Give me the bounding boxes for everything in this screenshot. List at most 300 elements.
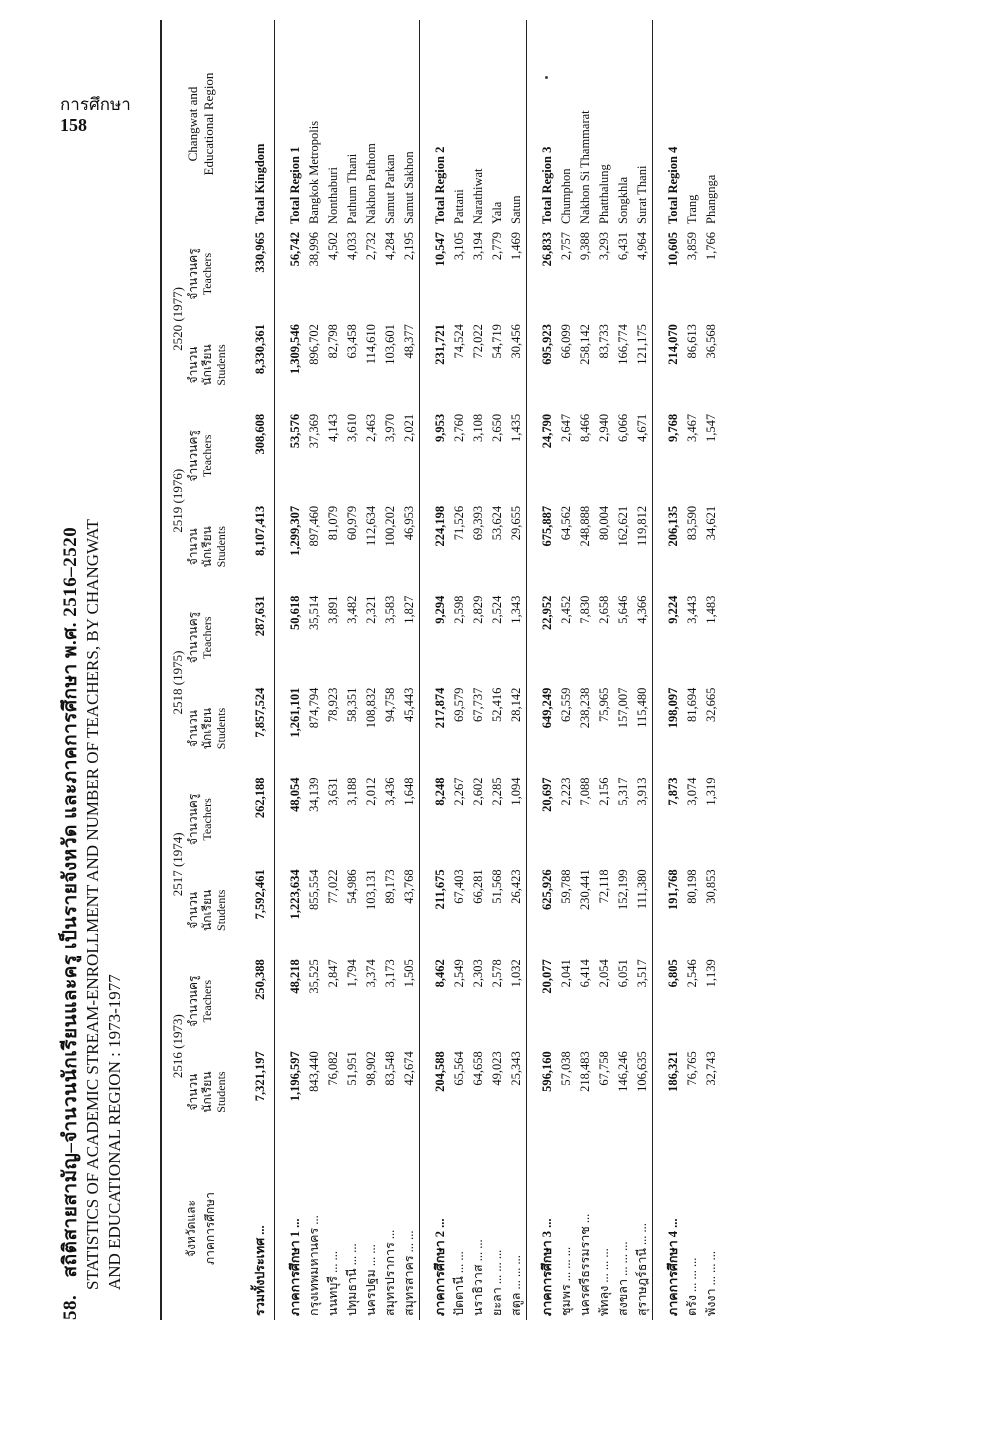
teachers-cell: 3,970 <box>383 413 397 442</box>
students-cell: 81,079 <box>326 505 340 541</box>
teachers-cell: 2,054 <box>597 959 611 988</box>
year-2519: 2519 (1976) <box>170 468 185 533</box>
teachers-cell: 2,647 <box>559 413 573 442</box>
thai-name-cell: นราธิวาส ... ... <box>471 1239 485 1316</box>
students-cell: 67,737 <box>471 687 485 722</box>
students-cell: 66,281 <box>471 869 485 904</box>
teachers-cell: 250,388 <box>252 959 267 1000</box>
table-title <box>60 20 126 1320</box>
rotated-table-page <box>60 20 940 1320</box>
thai-name-cell: สมุทรสาคร ... ... <box>402 1230 416 1316</box>
teachers-cell: 9,224 <box>665 595 680 624</box>
students-cell: 66,099 <box>559 324 573 359</box>
teachers-cell: 308,608 <box>252 413 267 455</box>
teachers-cell: 2,757 <box>559 232 573 261</box>
students-cell: 69,393 <box>471 505 485 541</box>
english-name-cell: Total Region 4 <box>665 146 680 224</box>
top-rule <box>160 20 162 1320</box>
teachers-cell: 2,303 <box>471 959 485 988</box>
section-label: การศึกษา <box>60 95 131 114</box>
teachers-cell: 3,482 <box>345 595 359 624</box>
teachers-cell: 262,188 <box>252 777 267 819</box>
english-name-cell: Samut Sakhon <box>402 151 416 224</box>
english-column-head: Changwat and Educational Region <box>185 72 216 176</box>
english-name-cell: Chumphon <box>559 168 573 224</box>
students-cell: 191,768 <box>665 869 680 911</box>
students-cell: 30,456 <box>509 324 523 359</box>
students-cell: 1,299,307 <box>287 505 302 556</box>
teachers-cell: 3,436 <box>383 777 397 806</box>
teachers-cell: 287,631 <box>252 595 267 637</box>
students-cell: 114,610 <box>364 324 378 365</box>
students-head: จำนวน นักเรียน Students <box>186 707 228 750</box>
teachers-cell: 34,139 <box>307 777 321 812</box>
teachers-cell: 1,094 <box>509 777 523 806</box>
students-cell: 59,788 <box>559 869 573 904</box>
students-head: จำนวน นักเรียน Students <box>186 526 228 568</box>
students-cell: 695,923 <box>539 324 554 365</box>
thai-column-head: จังหวัดและ ภาคการศึกษา <box>184 1192 217 1265</box>
teachers-cell: 2,223 <box>559 777 573 806</box>
table-row <box>595 20 614 1320</box>
students-cell: 8,330,361 <box>252 324 267 375</box>
table-row <box>400 20 420 1320</box>
thai-name-cell: ชุมพร ... ... ... <box>559 1246 573 1316</box>
students-cell: 54,719 <box>490 324 504 359</box>
students-head: จำนวน นักเรียน Students <box>186 344 228 386</box>
students-cell: 1,196,597 <box>287 1051 302 1102</box>
teachers-cell: 2,760 <box>452 413 466 442</box>
teachers-cell: 3,610 <box>345 413 359 442</box>
teachers-cell: 50,618 <box>287 595 302 631</box>
students-cell: 224,198 <box>432 505 447 547</box>
teachers-cell: 3,105 <box>452 232 466 261</box>
english-name-cell: Pattani <box>452 189 466 224</box>
teachers-cell: 4,671 <box>635 413 649 442</box>
teachers-cell: 330,965 <box>252 232 267 273</box>
english-name-cell: Samut Parkan <box>383 154 397 224</box>
students-cell: 83,733 <box>597 324 611 359</box>
english-name-cell: Trang <box>685 194 699 224</box>
students-cell: 26,423 <box>509 869 523 904</box>
students-cell: 596,160 <box>539 1051 554 1092</box>
students-cell: 49,023 <box>490 1051 504 1086</box>
teachers-cell: 2,546 <box>685 959 699 988</box>
teachers-cell: 1,827 <box>402 595 416 624</box>
teachers-cell: 48,218 <box>287 959 302 994</box>
teachers-cell: 6,414 <box>578 959 592 988</box>
table-row <box>469 20 488 1320</box>
teachers-cell: 2,779 <box>490 232 504 261</box>
students-cell: 30,853 <box>704 869 718 904</box>
teachers-cell: 3,074 <box>685 777 699 806</box>
year-2518: 2518 (1975) <box>170 650 185 715</box>
thai-name-cell: รวมทั้งประเทศ ... <box>253 1225 267 1316</box>
students-cell: 32,665 <box>704 687 718 722</box>
english-name-cell: Surat Thani <box>635 165 649 224</box>
students-cell: 7,592,461 <box>252 869 267 920</box>
students-cell: 855,554 <box>307 869 321 911</box>
table-row <box>683 20 702 1320</box>
students-cell: 51,568 <box>490 869 504 904</box>
thai-name-cell: ตรัง ... ... ... <box>685 1257 699 1316</box>
english-name-cell: Satun <box>509 195 523 224</box>
teachers-cell: 2,463 <box>364 413 378 442</box>
students-cell: 72,118 <box>597 869 611 904</box>
year-2516: 2516 (1973) <box>170 1014 185 1079</box>
teachers-cell: 2,940 <box>597 413 611 442</box>
students-cell: 675,887 <box>539 505 554 547</box>
thai-name-cell: ปทุมธานี ... ... <box>345 1243 359 1316</box>
teachers-cell: 8,466 <box>578 413 592 442</box>
teachers-cell: 1,794 <box>345 959 359 988</box>
students-cell: 62,559 <box>559 687 573 722</box>
english-name-cell: Nonthaburi <box>326 167 340 224</box>
students-cell: 146,246 <box>616 1051 630 1092</box>
teachers-head: จำนวนครู Teachers <box>186 248 214 300</box>
students-cell: 1,261,101 <box>287 687 302 738</box>
teachers-cell: 2,598 <box>452 595 466 624</box>
students-cell: 248,888 <box>578 505 592 547</box>
teachers-cell: 3,859 <box>685 232 699 261</box>
year-2520: 2520 (1977) <box>170 286 185 351</box>
students-cell: 119,812 <box>635 505 649 547</box>
region-total-row <box>653 20 683 1320</box>
students-cell: 74,524 <box>452 324 466 359</box>
table-body <box>238 20 721 1320</box>
english-name-cell: Yala <box>490 201 504 224</box>
thai-name-cell: ภาคการศึกษา 4 ... <box>666 1218 680 1316</box>
english-title-1: STATISTICS OF ACADEMIC STREAM-ENROLLMENT AND NUMBER OF TEACHERS, BY CHANGWAT <box>83 519 102 1290</box>
table-row <box>576 20 595 1320</box>
table-row <box>507 20 527 1320</box>
teachers-cell: 26,833 <box>539 232 554 267</box>
students-cell: 86,613 <box>685 324 699 359</box>
teachers-cell: 1,469 <box>509 232 523 261</box>
teachers-cell: 2,267 <box>452 777 466 806</box>
teachers-cell: 3,194 <box>471 232 485 261</box>
thai-name-cell: ภาคการศึกษา 2 ... <box>433 1218 447 1316</box>
teachers-head: จำนวนครู Teachers <box>186 430 214 482</box>
year-header-row <box>164 20 186 1320</box>
teachers-cell: 7,088 <box>578 777 592 806</box>
teachers-cell: 37,369 <box>307 413 321 449</box>
region-total-row <box>420 20 450 1320</box>
teachers-cell: 3,467 <box>685 413 699 442</box>
students-cell: 60,979 <box>345 505 359 541</box>
students-cell: 218,483 <box>578 1051 592 1092</box>
students-cell: 214,070 <box>665 324 680 365</box>
teachers-cell: 5,646 <box>616 595 630 624</box>
english-name-cell: Total Region 2 <box>432 146 447 224</box>
teachers-cell: 3,293 <box>597 232 611 261</box>
students-cell: 238,238 <box>578 687 592 729</box>
teachers-cell: 56,742 <box>287 232 302 267</box>
teachers-cell: 2,650 <box>490 413 504 442</box>
english-name-cell: Total Kingdom <box>252 143 267 224</box>
students-cell: 1,309,546 <box>287 324 302 375</box>
students-cell: 82,798 <box>326 324 340 359</box>
teachers-cell: 8,248 <box>432 777 447 806</box>
table-row <box>305 20 324 1320</box>
teachers-cell: 2,602 <box>471 777 485 806</box>
table-row <box>362 20 381 1320</box>
english-title-2: AND EDUCATIONAL REGION : 1973-1977 <box>105 974 124 1290</box>
students-cell: 8,107,413 <box>252 505 267 556</box>
students-cell: 121,175 <box>635 324 649 365</box>
students-cell: 43,768 <box>402 869 416 904</box>
students-cell: 230,441 <box>578 869 592 911</box>
students-cell: 72,022 <box>471 324 485 359</box>
students-cell: 83,548 <box>383 1051 397 1086</box>
teachers-cell: 9,953 <box>432 413 447 442</box>
english-name-cell: Nakhon Si Thammarat <box>578 110 592 224</box>
table-row <box>450 20 469 1320</box>
teachers-cell: 9,388 <box>578 232 592 261</box>
students-cell: 211,675 <box>432 869 447 910</box>
teachers-cell: 6,431 <box>616 232 630 261</box>
table-row <box>381 20 400 1320</box>
teachers-head: จำนวนครู Teachers <box>186 793 214 846</box>
teachers-cell: 4,033 <box>345 232 359 261</box>
teachers-cell: 3,913 <box>635 777 649 806</box>
students-cell: 649,249 <box>539 687 554 729</box>
english-name-cell: Phatthalung <box>597 164 611 224</box>
teachers-cell: 7,873 <box>665 777 680 806</box>
teachers-cell: 3,517 <box>635 959 649 988</box>
teachers-cell: 2,732 <box>364 232 378 261</box>
teachers-cell: 1,505 <box>402 959 416 988</box>
thai-name-cell: นครศรีธรรมราช ... <box>578 1213 592 1316</box>
teachers-cell: 24,790 <box>539 413 554 449</box>
teachers-cell: 1,343 <box>509 595 523 624</box>
english-name-cell: Phangnga <box>704 174 718 224</box>
teachers-cell: 1,139 <box>704 959 718 988</box>
students-cell: 108,832 <box>364 687 378 729</box>
teachers-cell: 2,012 <box>364 777 378 806</box>
thai-name-cell: สมุทรปราการ ... <box>383 1229 397 1316</box>
students-cell: 34,621 <box>704 505 718 541</box>
students-cell: 63,458 <box>345 324 359 359</box>
teachers-cell: 2,829 <box>471 595 485 624</box>
students-cell: 258,142 <box>578 324 592 365</box>
students-cell: 51,951 <box>345 1051 359 1086</box>
students-cell: 94,758 <box>383 687 397 722</box>
students-cell: 77,022 <box>326 869 340 904</box>
students-cell: 46,953 <box>402 505 416 541</box>
teachers-cell: 2,285 <box>490 777 504 806</box>
teachers-cell: 2,156 <box>597 777 611 806</box>
table-number: 58. <box>60 1294 81 1320</box>
teachers-cell: 10,605 <box>665 232 680 267</box>
students-cell: 7,321,197 <box>252 1051 267 1102</box>
students-cell: 206,135 <box>665 505 680 547</box>
english-name-cell: Songkhla <box>616 176 630 224</box>
students-cell: 103,601 <box>383 324 397 365</box>
teachers-cell: 4,143 <box>326 413 340 442</box>
students-cell: 106,635 <box>635 1051 649 1092</box>
thai-name-cell: ภาคการศึกษา 1 ... <box>288 1218 302 1316</box>
teachers-cell: 1,766 <box>704 232 718 261</box>
students-cell: 89,173 <box>383 869 397 904</box>
students-cell: 103,131 <box>364 869 378 911</box>
teachers-cell: 9,768 <box>665 413 680 442</box>
table-row <box>633 20 653 1320</box>
students-cell: 75,965 <box>597 687 611 722</box>
teachers-cell: 20,077 <box>539 959 554 994</box>
teachers-cell: 1,319 <box>704 777 718 806</box>
page-number: 158 <box>60 115 87 135</box>
teachers-cell: 2,195 <box>402 232 416 261</box>
thai-title: สถิติสายสามัญ–จำนวนนักเรียนและครู เป็นรายจังหวัด และภาคการศึกษา พ.ศ. 2516–2520 <box>60 526 81 1278</box>
students-cell: 115,480 <box>635 687 649 728</box>
students-cell: 76,082 <box>326 1051 340 1086</box>
students-cell: 198,097 <box>665 687 680 729</box>
teachers-cell: 3,173 <box>383 959 397 988</box>
table-row <box>488 20 507 1320</box>
students-cell: 98,902 <box>364 1051 378 1086</box>
students-cell: 80,004 <box>597 505 611 541</box>
teachers-cell: 2,549 <box>452 959 466 988</box>
english-name-cell: Pathum Thani <box>345 153 359 224</box>
teachers-cell: 1,648 <box>402 777 416 806</box>
english-name-cell: Nakhon Pathom <box>364 143 378 224</box>
table-row <box>557 20 576 1320</box>
teachers-cell: 6,051 <box>616 959 630 988</box>
teachers-cell: 6,066 <box>616 413 630 442</box>
thai-name-cell: สุราษฎร์ธานี ... ... <box>635 1223 649 1316</box>
thai-name-cell: นนทบุรี ... ... <box>326 1251 340 1316</box>
teachers-cell: 1,032 <box>509 959 523 988</box>
teachers-cell: 3,108 <box>471 413 485 442</box>
teachers-cell: 35,525 <box>307 959 321 994</box>
thai-name-cell: สงขลา ... ... ... <box>616 1241 630 1316</box>
students-cell: 57,038 <box>559 1051 573 1086</box>
teachers-cell: 2,524 <box>490 595 504 624</box>
students-cell: 162,621 <box>616 505 630 547</box>
students-head: จำนวน นักเรียน Students <box>186 889 228 931</box>
teachers-cell: 3,631 <box>326 777 340 806</box>
students-cell: 65,564 <box>452 1051 466 1086</box>
teachers-cell: 4,366 <box>635 595 649 624</box>
students-cell: 80,198 <box>685 869 699 904</box>
students-cell: 53,624 <box>490 505 504 541</box>
students-cell: 152,199 <box>616 869 630 911</box>
teachers-head: จำนวนครู Teachers <box>186 975 214 1027</box>
students-cell: 78,923 <box>326 687 340 722</box>
teachers-cell: 35,514 <box>307 595 321 631</box>
thai-name-cell: ภาคการศึกษา 3 ... <box>540 1218 554 1316</box>
teachers-cell: 4,502 <box>326 232 340 261</box>
teachers-cell: 4,284 <box>383 232 397 261</box>
students-cell: 897,460 <box>307 505 321 547</box>
students-cell: 111,380 <box>635 869 649 910</box>
teachers-cell: 4,964 <box>635 232 649 261</box>
teachers-cell: 5,317 <box>616 777 630 806</box>
students-cell: 28,142 <box>509 687 523 722</box>
region-total-row <box>275 20 305 1320</box>
teachers-cell: 1,435 <box>509 413 523 442</box>
students-cell: 83,590 <box>685 505 699 541</box>
teachers-cell: 48,054 <box>287 777 302 812</box>
thai-name-cell: ปัตตานี ... ... <box>452 1251 466 1316</box>
students-cell: 896,702 <box>307 324 321 365</box>
students-cell: 81,694 <box>685 687 699 722</box>
thai-name-cell: พัทลุง ... ... ... <box>597 1248 611 1316</box>
students-cell: 69,579 <box>452 687 466 722</box>
students-cell: 186,321 <box>665 1051 680 1092</box>
students-cell: 1,223,634 <box>287 869 302 920</box>
teachers-cell: 3,891 <box>326 595 340 624</box>
thai-name-cell: กรุงเทพมหานคร ... <box>307 1215 321 1316</box>
students-cell: 166,774 <box>616 324 630 365</box>
students-cell: 42,674 <box>402 1051 416 1086</box>
students-cell: 874,794 <box>307 687 321 729</box>
students-cell: 29,655 <box>509 505 523 541</box>
students-cell: 100,202 <box>383 505 397 547</box>
teachers-cell: 6,805 <box>665 959 680 988</box>
teachers-cell: 2,658 <box>597 595 611 624</box>
teachers-cell: 7,830 <box>578 595 592 624</box>
total-kingdom-row <box>238 20 275 1320</box>
students-cell: 157,007 <box>616 687 630 729</box>
teachers-cell: 2,452 <box>559 595 573 624</box>
teachers-cell: 2,041 <box>559 959 573 988</box>
teachers-cell: 2,021 <box>402 413 416 442</box>
thai-name-cell: สตูล ... ... ... <box>509 1255 523 1316</box>
teachers-cell: 8,462 <box>432 959 447 988</box>
students-cell: 7,857,524 <box>252 687 267 738</box>
teachers-cell: 3,443 <box>685 595 699 624</box>
students-cell: 48,377 <box>402 324 416 359</box>
english-name-cell: Total Region 3 <box>539 146 554 224</box>
teachers-cell: 3,188 <box>345 777 359 806</box>
teachers-cell: 1,547 <box>704 413 718 442</box>
teachers-cell: 10,547 <box>432 232 447 267</box>
teachers-cell: 9,294 <box>432 595 447 624</box>
students-cell: 32,743 <box>704 1051 718 1086</box>
students-cell: 36,568 <box>704 324 718 359</box>
students-cell: 71,526 <box>452 505 466 541</box>
table-row <box>324 20 343 1320</box>
english-name-cell: Bangkok Metropolis <box>307 120 321 224</box>
students-cell: 64,562 <box>559 505 573 541</box>
teachers-cell: 38,996 <box>307 232 321 267</box>
teachers-cell: 2,847 <box>326 959 340 988</box>
table-row <box>702 20 721 1320</box>
thai-name-cell: นครปฐม ... ... <box>364 1244 378 1316</box>
students-cell: 76,765 <box>685 1051 699 1086</box>
students-cell: 67,758 <box>597 1051 611 1086</box>
students-cell: 45,443 <box>402 687 416 722</box>
thai-name-cell: ยะลา ... ... ... <box>490 1249 504 1316</box>
students-head: จำนวน นักเรียน Students <box>186 1071 228 1113</box>
students-cell: 112,634 <box>364 505 378 547</box>
students-cell: 204,588 <box>432 1051 447 1092</box>
students-cell: 67,403 <box>452 869 466 904</box>
year-2517: 2517 (1974) <box>170 832 185 897</box>
students-cell: 231,721 <box>432 324 447 365</box>
students-cell: 64,658 <box>471 1051 485 1086</box>
region-total-row <box>527 20 557 1320</box>
table-row <box>614 20 633 1320</box>
english-name-cell: Total Region 1 <box>287 146 302 224</box>
students-cell: 58,351 <box>345 687 359 722</box>
students-cell: 625,926 <box>539 869 554 911</box>
students-cell: 217,874 <box>432 687 447 729</box>
teachers-cell: 3,583 <box>383 595 397 624</box>
teachers-cell: 53,576 <box>287 413 302 449</box>
